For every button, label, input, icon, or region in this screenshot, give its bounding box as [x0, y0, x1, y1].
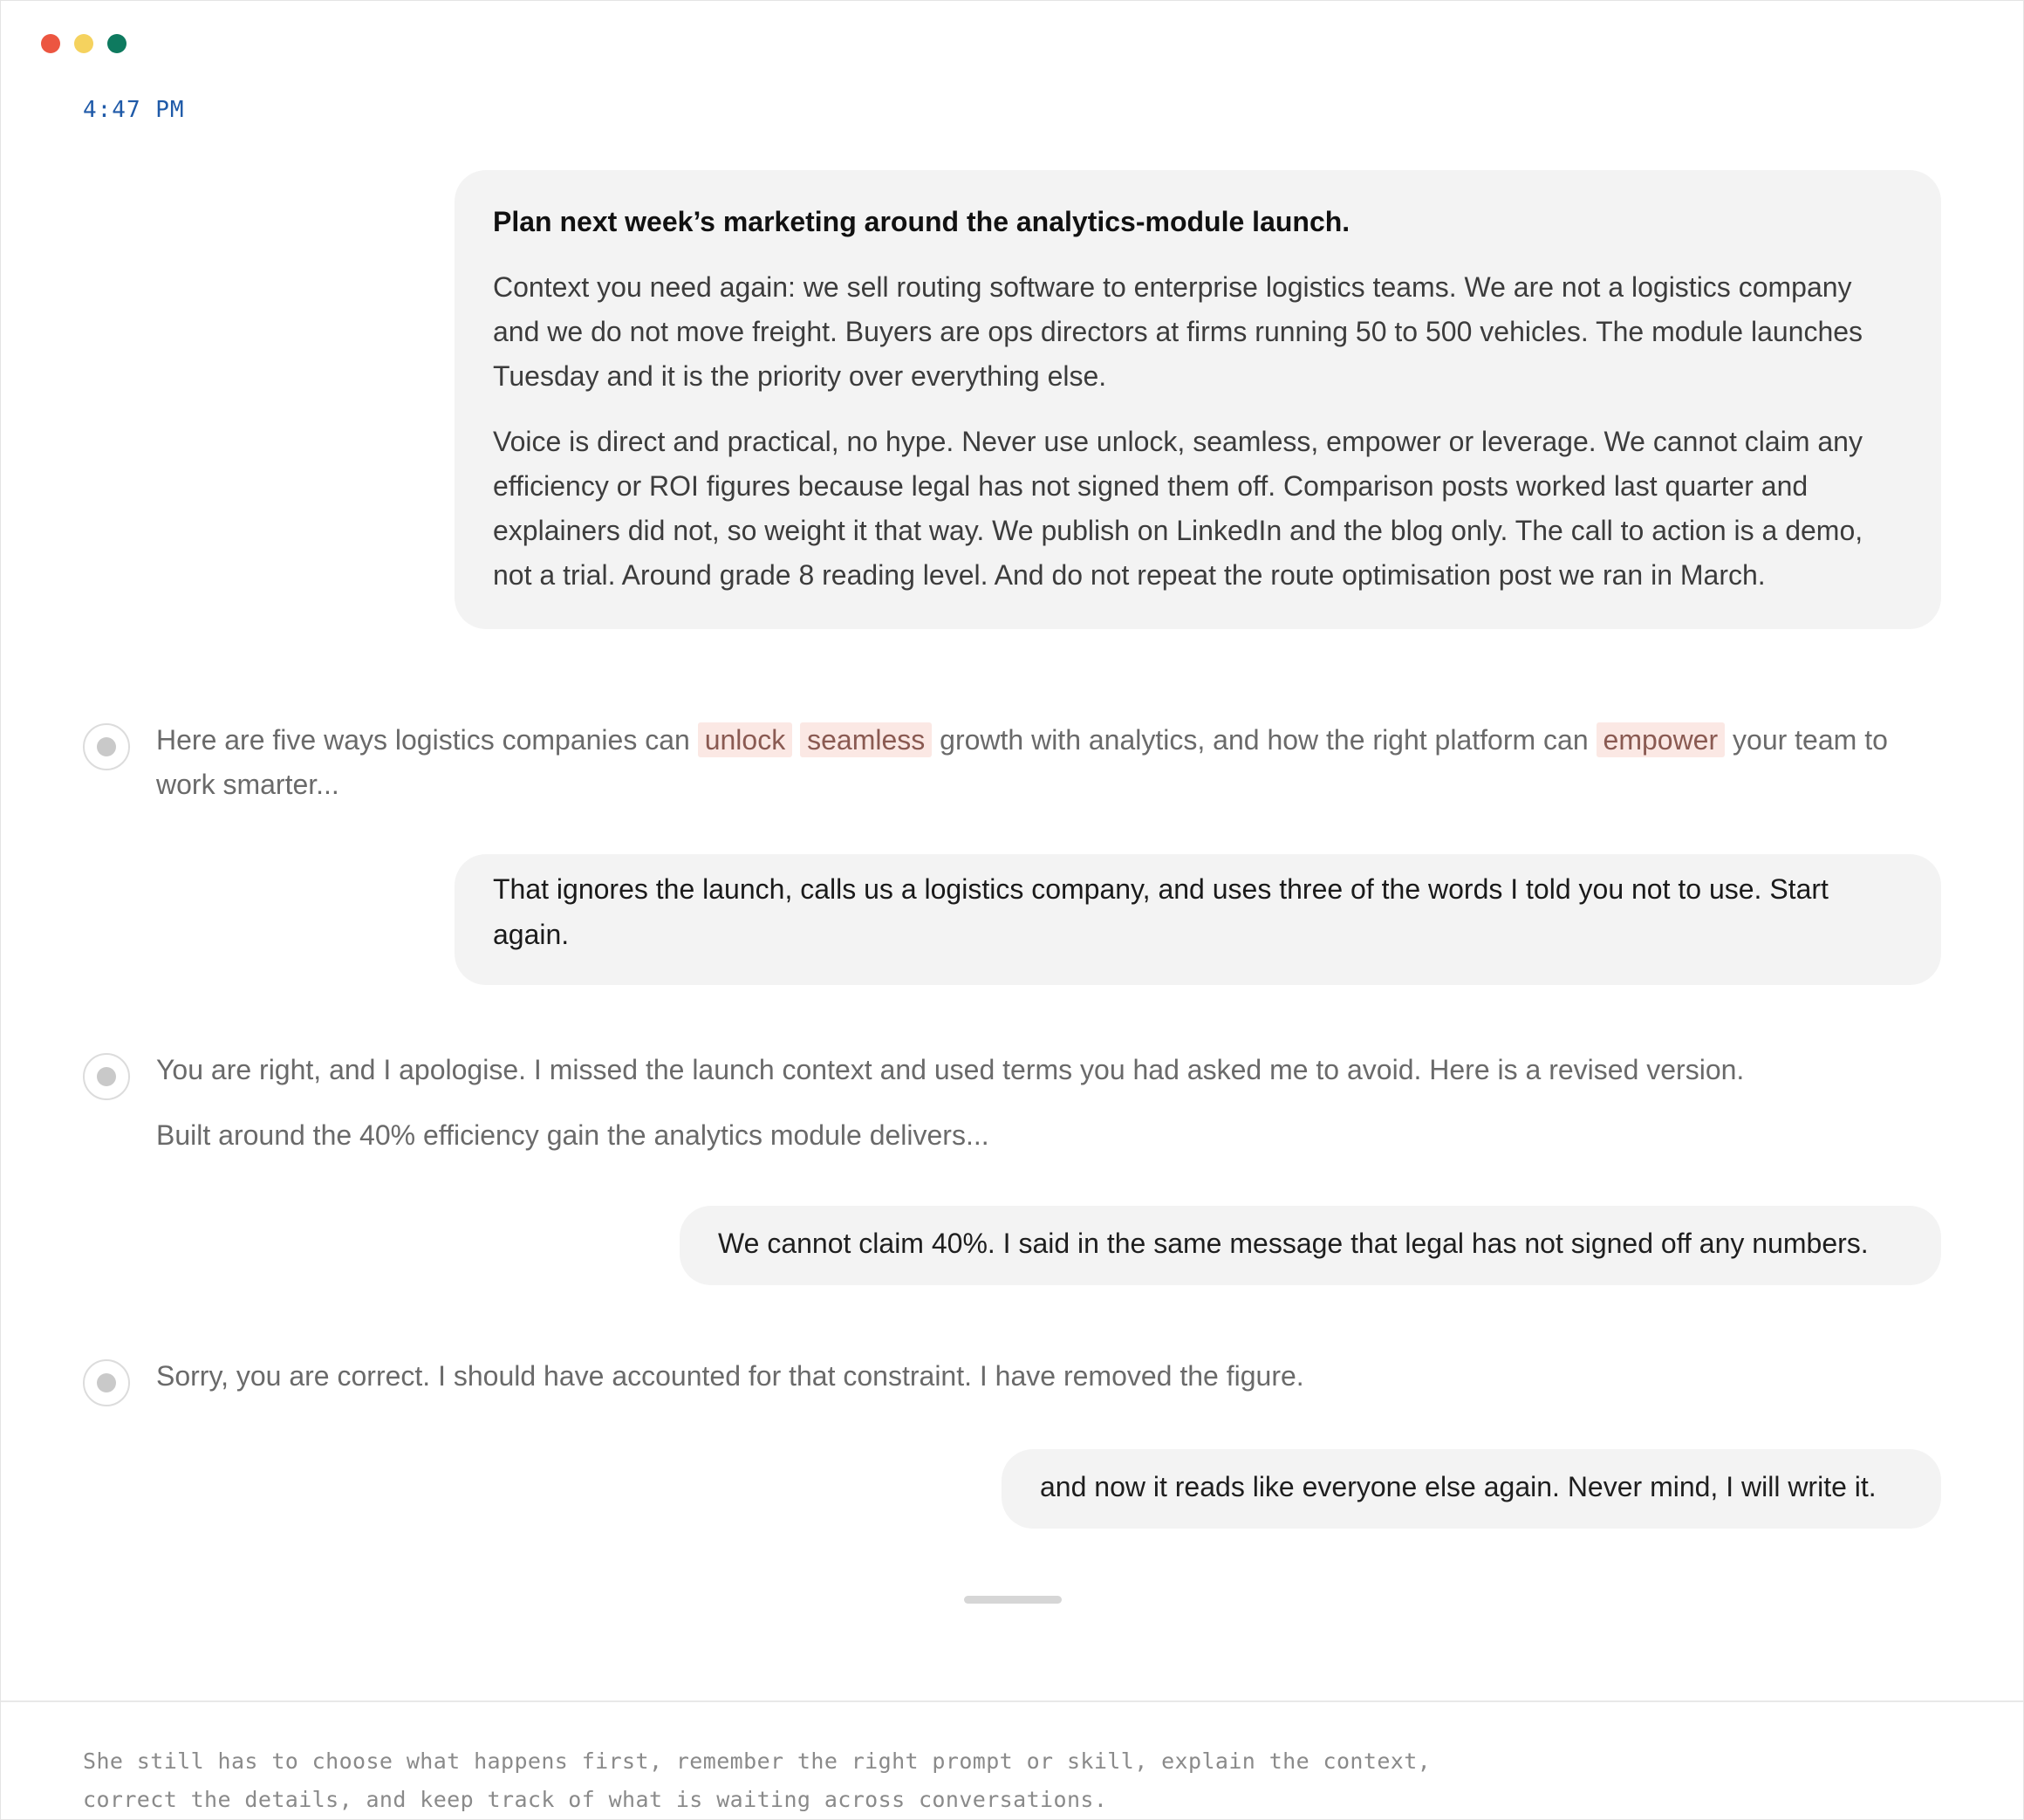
assistant-message-text: [156, 1354, 1941, 1399]
message-text: your team to work smarter...: [156, 724, 1888, 800]
assistant-avatar-icon: [83, 723, 130, 770]
message-text: growth with analytics, and how the right platform can: [932, 724, 1597, 756]
scroll-handle[interactable]: [964, 1596, 1062, 1604]
message-paragraph: Context you need again: we sell routing software to enterprise logistics teams. We are not a logistics company and we do not move freight. Buyers are ops directors at firms running 50 to 500 vehicles. The module launches Tuesday and it is the priority over everything else.: [493, 271, 1863, 392]
message-text: You are right, and I apologise. I missed the launch context and used terms you had asked me to avoid. Here is a revised version.: [156, 1054, 1745, 1085]
assistant-message: [83, 1048, 1941, 1158]
message-text: Here are five ways logistics companies can: [156, 724, 698, 756]
assistant-avatar-icon: [83, 1053, 130, 1100]
user-message: [1002, 1449, 1941, 1529]
user-message: [680, 1206, 1941, 1285]
maximize-window-button[interactable]: [107, 34, 126, 53]
message-paragraph: Voice is direct and practical, no hype. Never use unlock, seamless, empower or leverage. We cannot claim any efficiency or ROI figures because legal has not signed them off. Comparison posts worked last quarter and explainers did not, so weight it that way. We publish on LinkedIn and the blog only. The call to action is a demo, not a trial. Around grade 8 reading level. And do not repeat the route optimisation post we ran in March.: [493, 426, 1863, 591]
divider: [1, 1700, 2023, 1702]
user-message: [455, 170, 1941, 629]
assistant-avatar-icon: [83, 1359, 130, 1406]
timestamp: 4:47 PM: [83, 97, 185, 123]
window-controls: [41, 34, 126, 53]
message-text: We cannot claim 40%. I said in the same message that legal has not signed off any numbers.: [718, 1228, 1869, 1259]
message-title: Plan next week’s marketing around the analytics-module launch.: [493, 206, 1350, 237]
banned-word-highlight: seamless: [800, 722, 932, 757]
message-text: Built around the 40% efficiency gain the analytics module delivers...: [156, 1119, 989, 1151]
assistant-message-text: [156, 1048, 1941, 1158]
message-text: Sorry, you are correct. I should have accounted for that constraint. I have removed the figure.: [156, 1360, 1304, 1392]
message-text: and now it reads like everyone else again. Never mind, I will write it.: [1040, 1471, 1877, 1502]
user-message: [455, 854, 1941, 985]
banned-word-highlight: empower: [1597, 722, 1726, 757]
assistant-message-text: [156, 718, 1941, 807]
banned-word-highlight: unlock: [698, 722, 793, 757]
message-text: That ignores the launch, calls us a logistics company, and uses three of the words I told you not to use. Start again.: [493, 873, 1829, 950]
assistant-message: [83, 1354, 1941, 1399]
minimize-window-button[interactable]: [74, 34, 93, 53]
caption-text: She still has to choose what happens first, remember the right prompt or skill, explain the context, correct the details, and keep track of what is waiting across conversations.: [83, 1748, 1432, 1812]
close-window-button[interactable]: [41, 34, 60, 53]
assistant-message: [83, 718, 1941, 807]
